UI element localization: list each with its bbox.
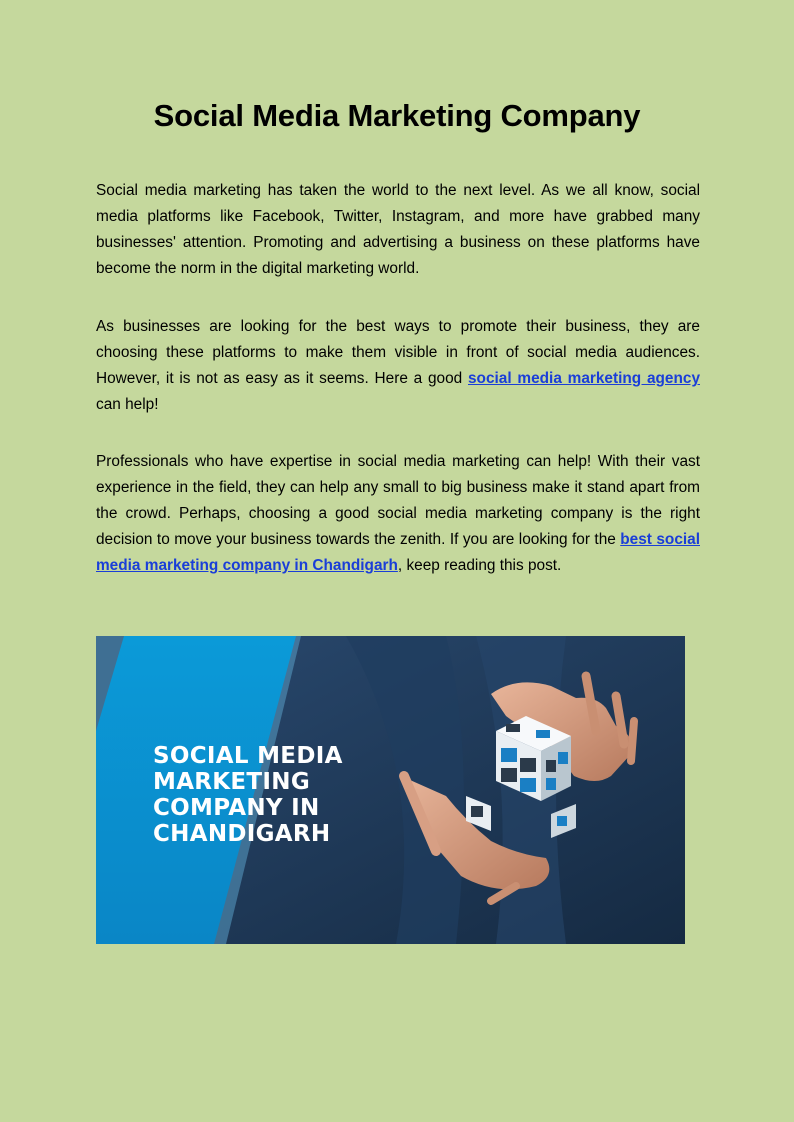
banner-line: COMPANY IN	[153, 795, 320, 821]
best-company-chandigarh-link[interactable]: best social media marketing company in Chandigarh	[96, 531, 700, 574]
banner-headline	[153, 743, 343, 847]
paragraph-text: can help!	[96, 396, 159, 413]
paragraph-text: , keep reading this post.	[397, 557, 562, 574]
paragraph-businesses	[96, 314, 700, 418]
banner-line: MARKETING	[153, 769, 311, 795]
paragraph-text: As businesses are looking for the best ways to promote their business, they are choosing these platforms to make them visible in front of social media audiences. However, it is not as easy as it seems. Here a good	[96, 318, 700, 387]
banner-image	[96, 636, 685, 944]
paragraph-intro: Social media marketing has taken the world to the next level. As we all know, social media platforms like Facebook, Twitter, Instagram, and more have grabbed many businesses' attention. Promoting and advertising a business on these platforms have become the norm in the digital marketing world.	[96, 182, 700, 277]
banner-line: CHANDIGARH	[153, 821, 331, 847]
paragraph-text: Professionals who have expertise in social media marketing can help! With their vast experience in the field, they can help any small to big business make it stand apart from the crowd. Perhaps, choosing a good social media marketing company is the right decision to move your business towards the zenith. If you are looking for the	[96, 453, 700, 548]
banner-line: SOCIAL MEDIA	[153, 743, 343, 769]
social-media-agency-link[interactable]: social media marketing agency	[468, 370, 700, 387]
page-title: Social Media Marketing Company	[153, 98, 641, 133]
paragraph-professionals	[96, 449, 700, 579]
